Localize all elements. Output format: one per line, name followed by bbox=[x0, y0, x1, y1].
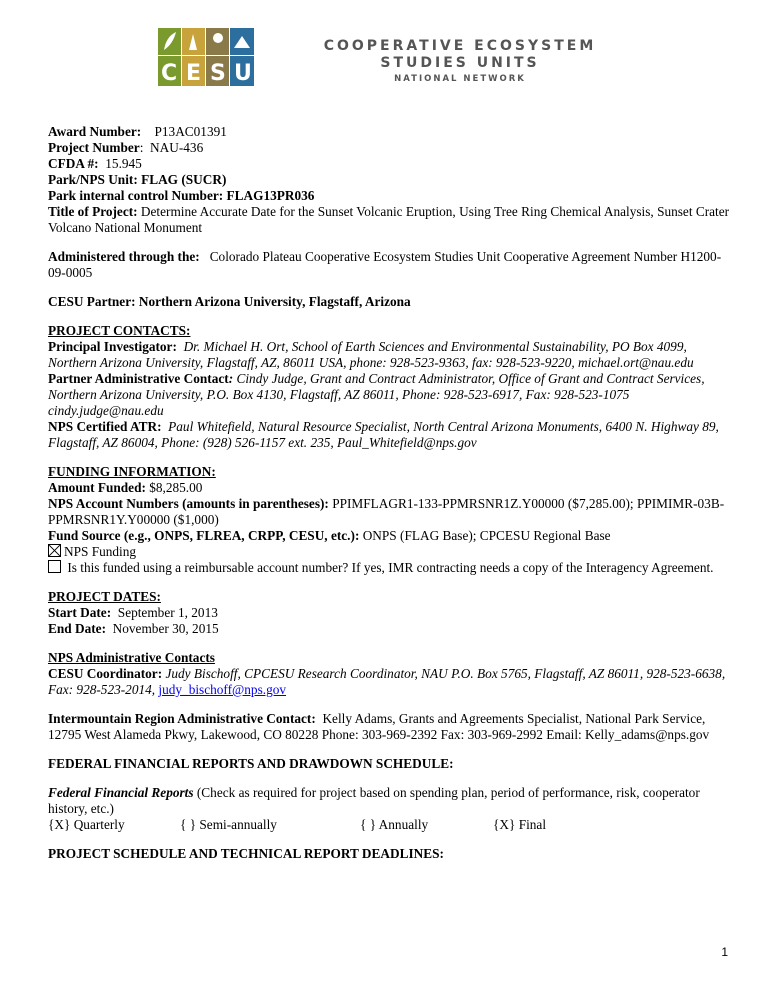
award-number-line: Award Number: P13AC01391 bbox=[48, 124, 227, 139]
project-title-line: Title of Project: Determine Accurate Date for the Sunset Volcanic Eruption, Using Tree Ring Chemical Analysis, Sunset Crater Volcano National Monument bbox=[48, 204, 730, 235]
amount-line: Amount Funded: $8,285.00 bbox=[48, 480, 203, 495]
park-control-line: Park internal control Number: FLAG13PR036 bbox=[48, 188, 315, 203]
title-line-1: COOPERATIVE ECOSYSTEM bbox=[323, 38, 597, 54]
partner-admin-email: cindy.judge@nau.edu bbox=[48, 403, 164, 418]
svg-text:E: E bbox=[186, 61, 202, 86]
project-number-line: Project Number: NAU-436 bbox=[48, 140, 204, 155]
nps-funding-line: NPS Funding bbox=[48, 544, 733, 560]
svg-text:U: U bbox=[234, 61, 252, 86]
page-number: 1 bbox=[721, 945, 728, 959]
cesu-email-link[interactable]: judy_bischoff@nps.gov bbox=[158, 682, 287, 697]
cesu-header bbox=[158, 28, 618, 90]
document-body bbox=[48, 124, 733, 862]
cfda-line: CFDA #: 15.945 bbox=[48, 156, 142, 171]
end-date-line: End Date: November 30, 2015 bbox=[48, 621, 219, 636]
reimbursable-checkbox[interactable] bbox=[48, 560, 61, 573]
option-final[interactable]: {X} Final bbox=[493, 817, 547, 832]
contacts-heading: PROJECT CONTACTS: bbox=[48, 323, 191, 338]
start-date-line: Start Date: September 1, 2013 bbox=[48, 605, 218, 620]
ffr-line: Federal Financial Reports (Check as required for project based on spending plan, period of performance, risk, cooperator history, etc.) bbox=[48, 785, 700, 816]
dates-heading: PROJECT DATES: bbox=[48, 589, 161, 604]
svg-text:S: S bbox=[210, 61, 226, 86]
svg-text:C: C bbox=[161, 61, 178, 86]
park-unit-line: Park/NPS Unit: FLAG (SUCR) bbox=[48, 172, 227, 187]
network-title bbox=[300, 38, 620, 85]
option-semi-annually[interactable]: { } Semi-annually bbox=[180, 817, 277, 832]
administered-line: Administered through the: Colorado Plateau Cooperative Ecosystem Studies Unit Cooperative Agreement Number H1200-09-0005 bbox=[48, 249, 722, 280]
nps-admin-heading: NPS Administrative Contacts bbox=[48, 650, 215, 665]
atr-line: NPS Certified ATR: Paul Whitefield, Natural Resource Specialist, North Central Arizona Monuments, 6400 N. Highway 89, Flagstaff, AZ 86004, Phone: (928) 526-1157 ext. 235, Paul_Whitefield@nps.gov bbox=[48, 419, 719, 450]
option-annually[interactable]: { } Annually bbox=[360, 817, 429, 832]
schedule-heading: PROJECT SCHEDULE AND TECHNICAL REPORT DEADLINES: bbox=[48, 846, 444, 861]
nps-funding-checkbox[interactable] bbox=[48, 544, 61, 557]
cesu-coordinator-line: CESU Coordinator: Judy Bischoff, CPCESU Research Coordinator, NAU P.O. Box 5765, Flagstaff, AZ 86011, 928-523-6638, Fax: 928-523-2014, judy_bischoff@nps.gov bbox=[48, 666, 726, 697]
cesu-partner-line: CESU Partner: Northern Arizona University, Flagstaff, Arizona bbox=[48, 294, 411, 309]
fund-source-line: Fund Source (e.g., ONPS, FLREA, CRPP, CESU, etc.): ONPS (FLAG Base); CPCESU Regional Base bbox=[48, 528, 611, 543]
title-line-3: NATIONAL NETWORK bbox=[394, 74, 526, 84]
funding-heading: FUNDING INFORMATION: bbox=[48, 464, 216, 479]
financial-heading: FEDERAL FINANCIAL REPORTS AND DRAWDOWN SCHEDULE: bbox=[48, 756, 454, 771]
partner-admin-line: Partner Administrative Contact: Cindy Judge, Grant and Contract Administrator, Office of Grant and Contract Services, Northern Arizona University, P.O. Box 4130, Flagstaff, AZ 86011, Phone: 928-523-6917, Fax: 928-523-1075 bbox=[48, 371, 705, 402]
pi-line: Principal Investigator: Dr. Michael H. Ort, School of Earth Sciences and Environmental Sustainability, PO Box 4099, Northern Arizona University, Flagstaff, AZ, 86011 USA, phone: 928-523-9363, fax: 928-523-9220, michael.ort@nau.edu bbox=[48, 339, 694, 370]
option-quarterly[interactable]: {X} Quarterly bbox=[48, 817, 125, 832]
cesu-logo bbox=[158, 28, 254, 86]
accounts-line: NPS Account Numbers (amounts in parentheses): PPIMFLAGR1-133-PPMRSNR1Z.Y00000 ($7,285.00); PPIMIMR-03B-PPMRSNR1Y.Y00000 ($1,000) bbox=[48, 496, 725, 527]
report-frequency-options bbox=[48, 817, 733, 833]
title-line-2: STUDIES UNITS bbox=[380, 55, 540, 71]
reimbursable-line: Is this funded using a reimbursable account number? If yes, IMR contracting needs a copy of the Interagency Agreement. bbox=[48, 560, 733, 576]
imr-contact-line: Intermountain Region Administrative Contact: Kelly Adams, Grants and Agreements Specialist, National Park Service, 12795 West Alameda Pkwy, Lakewood, CO 80228 Phone: 303-969-2392 Fax: 303-969-2992 Email: Kelly_adams@nps.gov bbox=[48, 711, 710, 742]
